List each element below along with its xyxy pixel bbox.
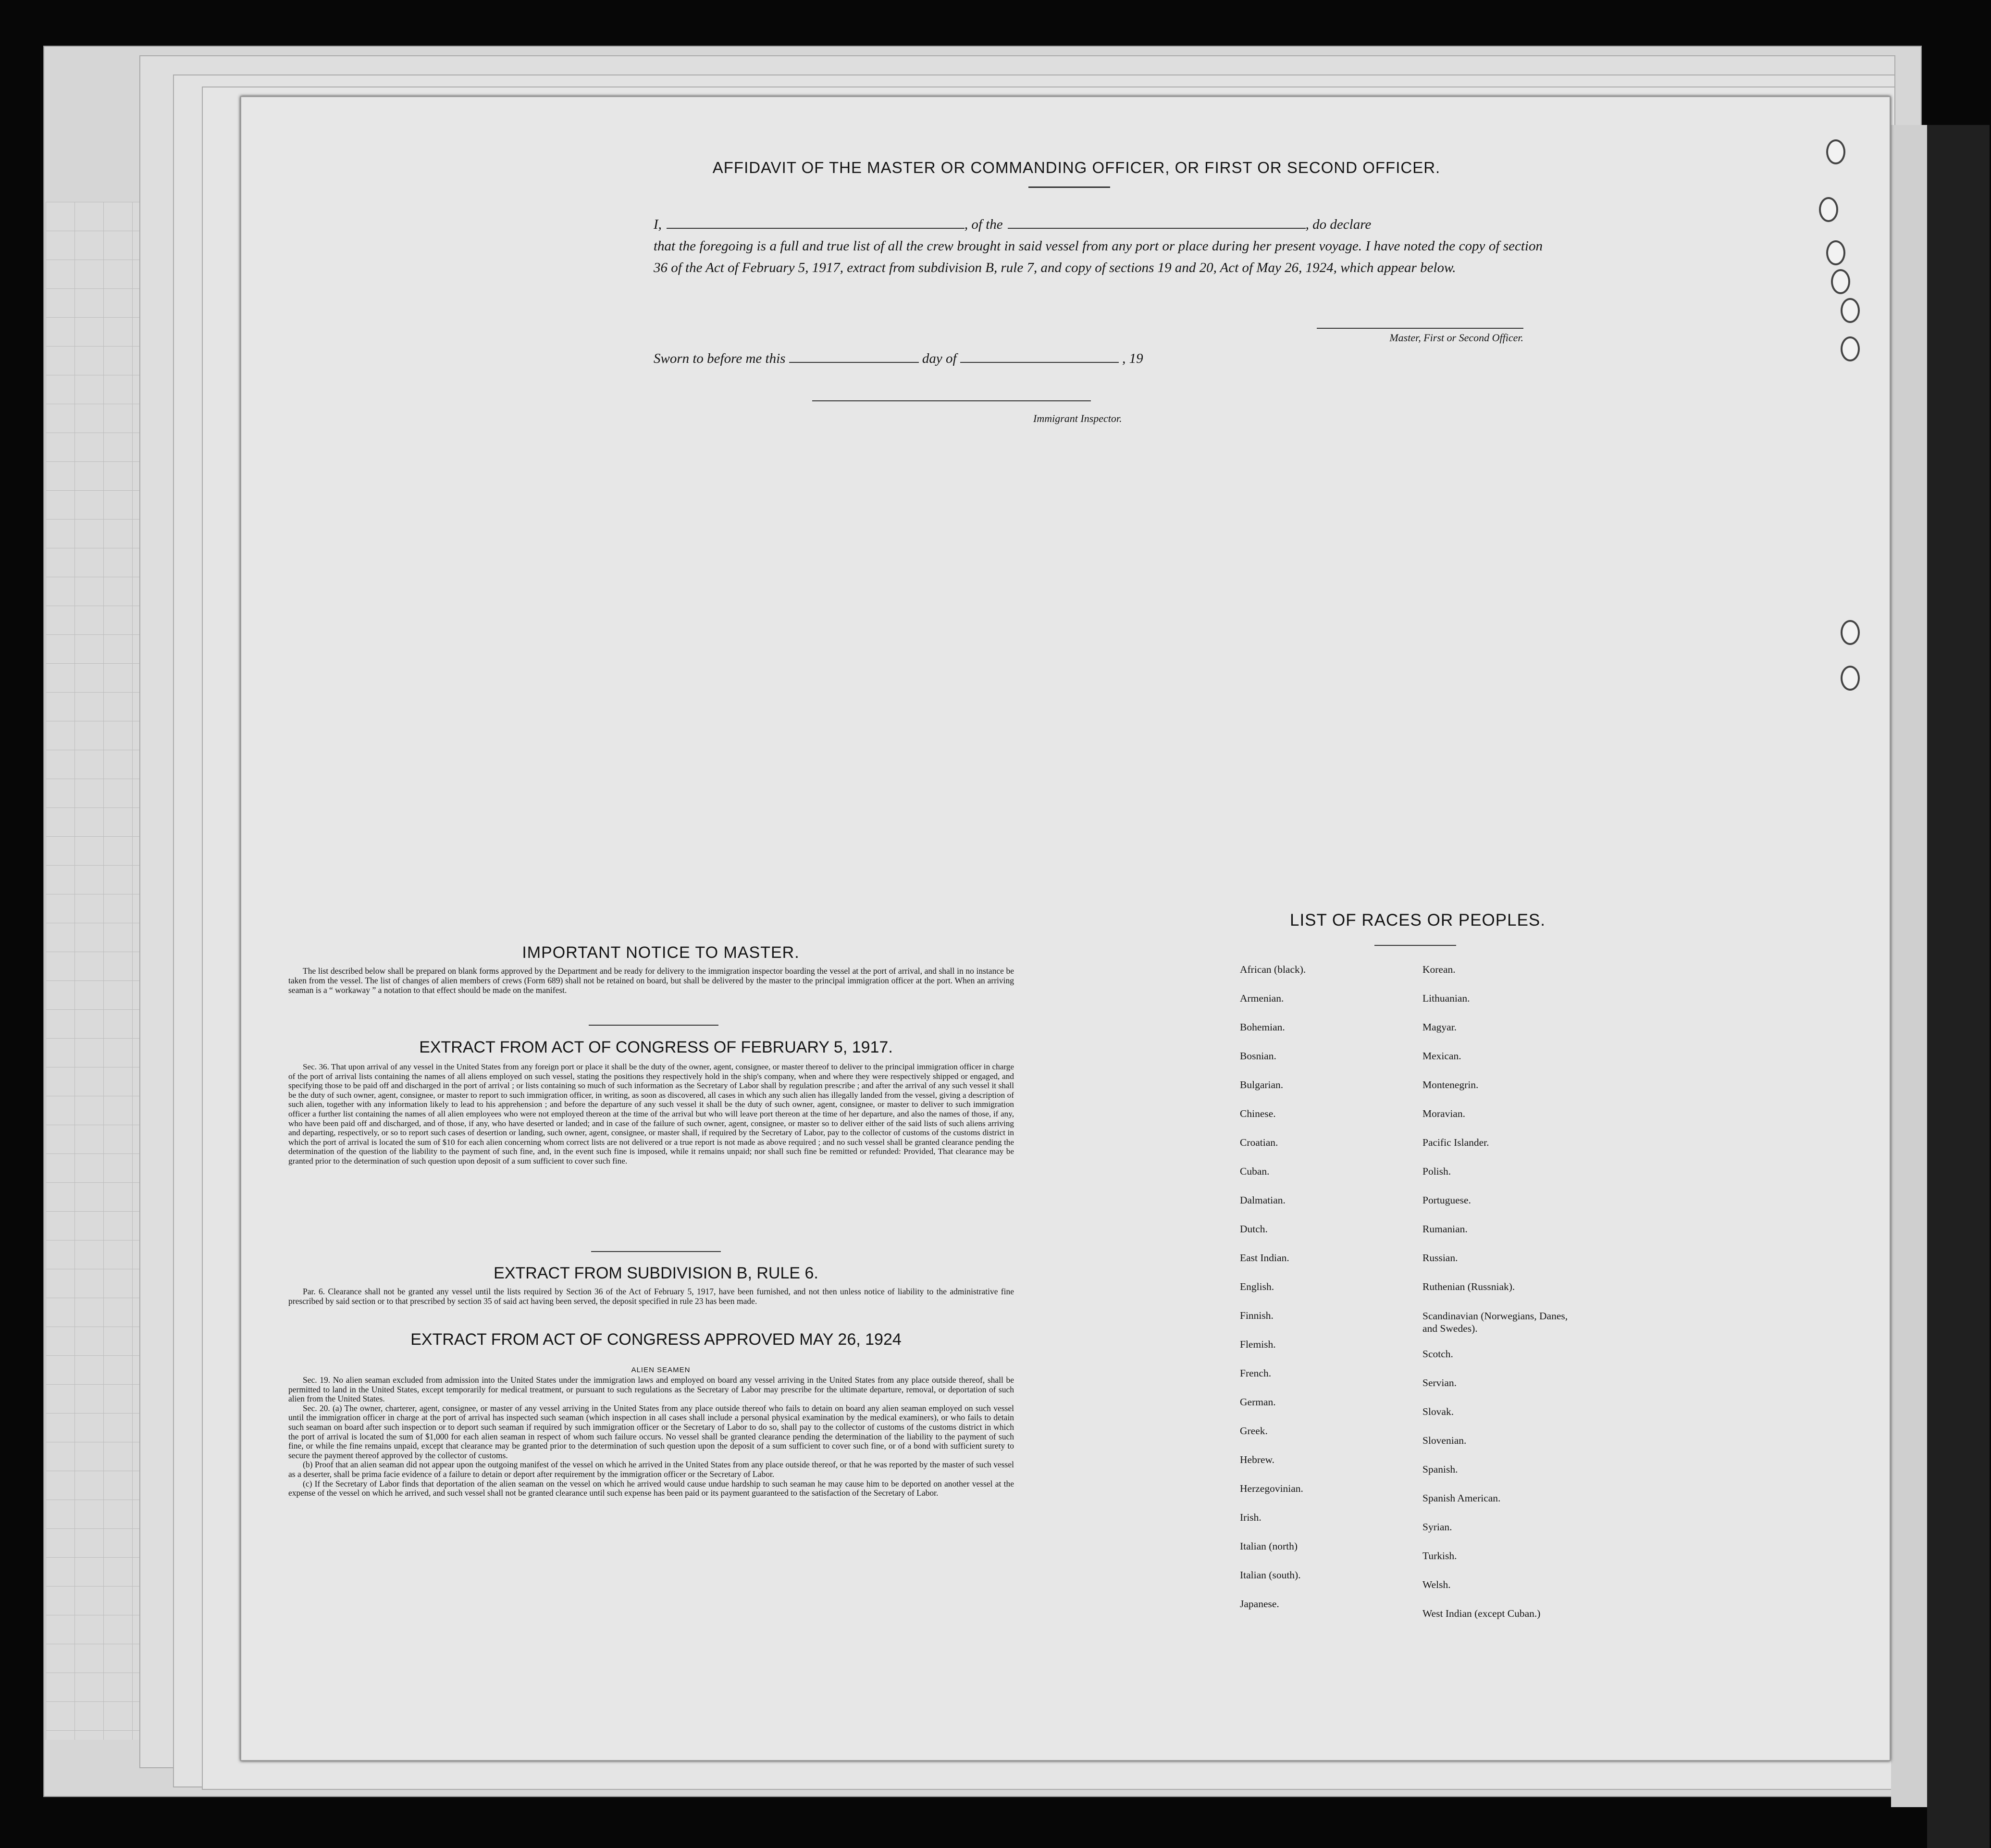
race-item: Scotch.	[1422, 1348, 1453, 1360]
declaration-line	[654, 214, 1543, 236]
sworn-date-field[interactable]	[789, 362, 919, 363]
punch-hole	[1841, 666, 1860, 691]
affidavit-body: that the foregoing is a full and true list of all the crew brought in said vessel from any port or place during her present voyage. I have noted the copy of section 36 of the Act of February 5, 1917, extract from subdivision B, rule 7, and copy of sections 19 and 20, Act of May 26, 1924, which appear below.	[654, 238, 1543, 275]
race-item: Slovenian.	[1422, 1435, 1467, 1446]
sworn-line	[654, 351, 1230, 367]
right-binding-shadow	[1927, 125, 1990, 1848]
section-36-paragraph: Sec. 36. That upon arrival of any vessel in the United States from any foreign port or place it shall be the duty of the owner, agent, consignee, or master thereof to deliver to the principal immigration officer in charge of the port of arrival lists containing the names of all aliens employed on such vessel, stating the positions they respectively hold in the ship's company, when and where they were respectively shipped or engaged, and specifying those to be paid off and discharged in the port of arrival ; or lists containing so much of such information as the Secretary of Labor shall by regulation prescribe ; and after the arrival of any such vessel it shall be the duty of such owner, agent, consignee, or master to report to such immigration officer, in writing, as soon as discovered, all cases in which any such alien has illegally landed from the vessel, giving a description of such alien, together with any information likely to lead to his apprehension ; and before the departure of any such vessel it shall be the duty of such owner, agent, consignee, or master to deliver to such immigration officer a further list containing the names of all alien employees who were not employed thereon at the time of the arrival but who will leave port thereon at the time of her departure, and also the names of those, if any, who have been paid off and discharged, and of those, if any, who have deserted or landed; and in case of the failure of such owner, agent, consignee, or master so to deliver either of the said lists of such aliens arriving and departing, respectively, or so to report such cases of desertion or landing, such owner, agent, consignee, or master shall, if required by the Secretary of Labor, pay to the collector of customs of the customs district in which the port of arrival is located the sum of $10 for each alien concerning whom correct lists are not delivered or a true report is not made as above required ; and no such vessel shall be granted clearance pending the determination of the question of the liability to the payment of such fine, and, in the event such fine is imposed, while it remains unpaid; nor shall such fine be remitted or refunded: Provided, That clearance may be granted prior to the determination of such question upon deposit of a sum sufficient to cover such fine.	[288, 1062, 1014, 1166]
race-item: Hebrew.	[1240, 1454, 1275, 1465]
race-item: Rumanian.	[1422, 1223, 1468, 1235]
race-item: Dutch.	[1240, 1223, 1268, 1235]
vessel-field[interactable]	[1008, 228, 1306, 229]
race-item: Chinese.	[1240, 1108, 1276, 1119]
section-rule	[589, 1025, 718, 1026]
sec-20c-paragraph: (c) If the Secretary of Labor finds that deportation of the alien seaman on the vessel on which he arrived would cause undue hardship to such seaman he may cause him to be deported on another vessel at the expense of the vessel on which he arrived, and such vessel shall not be granted clearance until such expense has been paid or its payment guaranteed to the satisfaction of the Secretary of Labor.	[288, 1478, 1014, 1498]
race-item: Finnish.	[1240, 1310, 1274, 1321]
race-item: French.	[1240, 1367, 1272, 1379]
punch-hole	[1819, 197, 1838, 222]
punch-hole	[1826, 139, 1845, 164]
sec-20b-paragraph: (b) Proof that an alien seaman did not appear upon the outgoing manifest of the vessel on which he arrived in the United States from any place outside thereof, or that he was reported by the master of such vessel as a deserter, shall be prima facie evidence of a failure to detain or deport after requirement by the immigration officer or the Secretary of Labor.	[288, 1460, 1014, 1479]
race-item: Italian (north)	[1240, 1540, 1298, 1552]
notice-title: IMPORTANT NOTICE TO MASTER.	[522, 943, 800, 962]
race-item: Bulgarian.	[1240, 1079, 1284, 1091]
race-item: African (black).	[1240, 964, 1306, 975]
punch-holes	[1812, 139, 1869, 1677]
sworn-day: day of	[922, 351, 957, 366]
race-item: Cuban.	[1240, 1166, 1270, 1177]
race-item: Spanish.	[1422, 1464, 1458, 1475]
race-item: Moravian.	[1422, 1108, 1465, 1119]
notice-paragraph: The list described below shall be prepared on blank forms approved by the Department and be ready for delivery to the immigration inspector boarding the vessel at the port of arrival, and shall in no instance be taken from the vessel. The list of changes of alien members of crews (Form 689) shall not be retained on board, but shall be delivered by the master to the principal immigration officer at the port. When an arriving seaman is a “ workaway ” a notation to that effect should be made on the manifest.	[288, 966, 1014, 995]
extract-1924-body	[288, 1376, 1014, 1498]
inspector-signature-line[interactable]	[812, 400, 1091, 401]
race-item: Servian.	[1422, 1377, 1457, 1389]
declaration-suffix: , do declare	[1305, 217, 1372, 232]
document-sheet	[240, 96, 1891, 1761]
sec-20a-paragraph: Sec. 20. (a) The owner, charterer, agent, consignee, or master of any vessel arriving in the United States from any place outside thereof who fails to detain on board any alien seaman employed on such vessel until the immigration officer in charge at the port of arrival has inspected such seaman (which inspection in all cases shall include a personal physical examination by the medical examiners), or who fails to detain such seaman on board after such inspection or to deport such seaman if required by such immigration officer or the Secretary of Labor to do so, shall pay to the collector of customs of the customs district in which the port of arrival is located the sum of $1,000 for each alien seaman in respect of whom such failure occurs. No vessel shall be granted clearance pending the determination of the liability to the payment of such fine, or while the fine remains unpaid, except that clearance may be granted prior to the determination of such question upon the deposit of a sum sufficient to cover such fine, or of a bond with sufficient surety to secure the payment thereof approved by the collector of customs.	[288, 1403, 1014, 1460]
race-item: Portuguese.	[1422, 1194, 1471, 1206]
race-item: Flemish.	[1240, 1339, 1276, 1350]
race-item: Spanish American.	[1422, 1492, 1501, 1504]
extract-1917-title: EXTRACT FROM ACT OF CONGRESS OF FEBRUARY 5, 1917.	[419, 1038, 893, 1056]
race-item: Magyar.	[1422, 1021, 1457, 1033]
punch-hole	[1831, 269, 1850, 294]
name-field[interactable]	[667, 228, 965, 229]
inspector-label: Immigrant Inspector.	[1033, 412, 1122, 424]
race-item: Armenian.	[1240, 992, 1284, 1004]
affidavit-title: AFFIDAVIT OF THE MASTER OR COMMANDING OFFICER, OR FIRST OR SECOND OFFICER.	[712, 159, 1441, 176]
races-rule	[1374, 945, 1456, 946]
race-item: Scandinavian (Norwegians, Danes, and Swedes).	[1422, 1310, 1568, 1334]
sworn-year: , 19	[1122, 351, 1143, 366]
race-item: Welsh.	[1422, 1579, 1451, 1590]
punch-hole	[1841, 336, 1860, 361]
race-item: Ruthenian (Russniak).	[1422, 1281, 1515, 1292]
declaration-i: I,	[654, 217, 662, 232]
race-item: Korean.	[1422, 964, 1456, 975]
race-item: Slovak.	[1422, 1406, 1454, 1417]
race-item: Bosnian.	[1240, 1050, 1276, 1062]
affidavit-declaration	[654, 214, 1543, 279]
race-item: Japanese.	[1240, 1598, 1279, 1610]
race-item: Pacific Islander.	[1422, 1137, 1489, 1148]
par-6-paragraph: Par. 6. Clearance shall not be granted any vessel until the lists required by Section 36 of the Act of February 5, 1917, have been furnished, and not then unless notice of liability to the administrative fine prescribed by said section or to that prescribed by section 35 of said act having been served, the deposit specified in rule 23 has been made.	[288, 1287, 1014, 1306]
punch-hole	[1841, 298, 1860, 323]
alien-seamen-subtitle: ALIEN SEAMEN	[631, 1366, 691, 1374]
race-item: Polish.	[1422, 1166, 1451, 1177]
extract-rule6-title: EXTRACT FROM SUBDIVISION B, RULE 6.	[494, 1264, 818, 1282]
punch-hole	[1841, 620, 1860, 645]
race-item: Syrian.	[1422, 1521, 1452, 1533]
sworn-month-field[interactable]	[960, 362, 1119, 363]
race-item: Croatian.	[1240, 1137, 1278, 1148]
extract-1924-title: EXTRACT FROM ACT OF CONGRESS APPROVED MAY 26, 1924	[410, 1330, 902, 1349]
section-rule	[591, 1251, 721, 1252]
extract-rule6-body	[288, 1287, 1014, 1306]
title-rule	[1028, 186, 1110, 188]
race-item: Mexican.	[1422, 1050, 1461, 1062]
signature-line[interactable]	[1317, 328, 1523, 329]
sec-19-paragraph: Sec. 19. No alien seaman excluded from admission into the United States under the immigration laws and employed on board any vessel arriving in the United States from any place outside thereof, shall be permitted to land in the United States, except temporarily for medical treatment, or pursuant to such regulations as the Secretary of Labor may prescribe for the ultimate departure, removal, or deportation of such alien from the United States.	[288, 1375, 1014, 1404]
race-item: Turkish.	[1422, 1550, 1457, 1562]
race-item: Lithuanian.	[1422, 992, 1470, 1004]
race-item: West Indian (except Cuban.)	[1422, 1608, 1541, 1619]
declaration-of: , of the	[964, 217, 1003, 232]
punch-hole	[1826, 240, 1845, 265]
race-item: East Indian.	[1240, 1252, 1289, 1264]
race-item: Italian (south).	[1240, 1569, 1301, 1581]
race-item: Dalmatian.	[1240, 1194, 1286, 1206]
extract-1917-body	[288, 1062, 1014, 1166]
race-item: English.	[1240, 1281, 1274, 1292]
notice-body	[288, 966, 1014, 995]
sworn-prefix: Sworn to before me this	[654, 351, 786, 366]
signature-label: Master, First or Second Officer.	[1389, 332, 1523, 344]
race-item: German.	[1240, 1396, 1276, 1408]
race-item: Herzegovinian.	[1240, 1483, 1303, 1494]
race-item: Montenegrin.	[1422, 1079, 1479, 1091]
race-item: Irish.	[1240, 1512, 1261, 1523]
race-item: Bohemian.	[1240, 1021, 1285, 1033]
race-item: Greek.	[1240, 1425, 1268, 1437]
race-item: Russian.	[1422, 1252, 1458, 1264]
races-title: LIST OF RACES OR PEOPLES.	[1289, 911, 1546, 930]
